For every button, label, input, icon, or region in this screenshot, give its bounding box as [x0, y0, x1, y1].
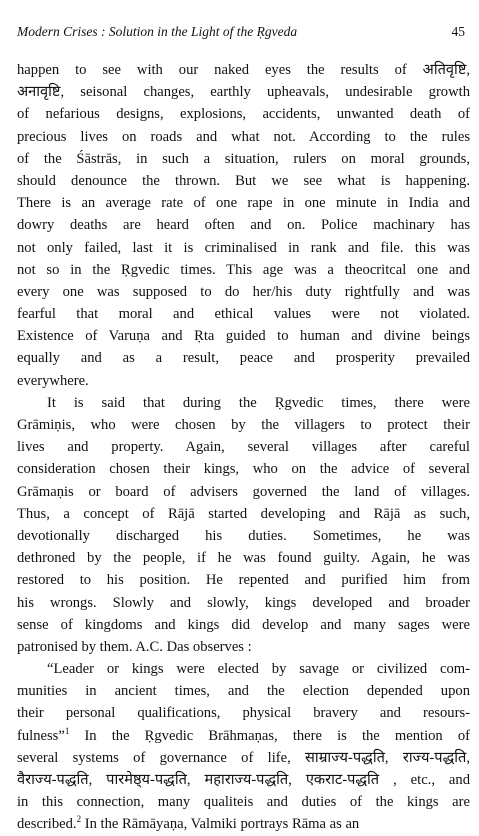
text-line: अनावृष्टि, seisonal changes, earthly upheavals, undesirable growth: [17, 84, 470, 101]
text-line: of the Śāstrās, in such a situation, rulers on moral grounds,: [17, 150, 470, 167]
text-line-with-footnote: [17, 725, 470, 747]
text-fragment: In the Rāmāyaṇa, Valmiki portrays Rāma as an: [81, 816, 360, 833]
text-line: There is an average rate of one rape in one minute in India and: [17, 195, 470, 212]
text-line: their personal qualifications, physical bravery and resours-: [17, 705, 470, 722]
running-title: Modern Crises : Solution in the Light of the Ṛgveda: [17, 24, 298, 39]
page-number: 45: [451, 24, 465, 39]
text-fragment: In the Ṛgvedic Brāhmaṇas, there is the mention of: [69, 727, 470, 744]
text-line: everywhere.: [17, 372, 89, 389]
text-line: वैराज्य-पद्धति, पारमेष्ठ्य-पद्धति, महाराज्य-पद्धति, एकराट-पद्धति , etc., and: [17, 772, 470, 788]
text-line: munities in ancient times, and the election depended upon: [17, 683, 470, 700]
text-line: of nefarious designs, explosions, accidents, unwanted death of: [17, 106, 470, 123]
text-line: in this connection, many qualiteis and duties of the kings are: [17, 794, 470, 811]
text-line: fearful that moral and ethical values were not violated.: [17, 306, 470, 323]
text-line: happen to see with our naked eyes the results of अतिवृष्टि,: [17, 62, 470, 78]
text-line: not so in the Ṛgvedic times. This age was a theocritcal one and: [17, 261, 470, 278]
text-line: several systems of governance of life, साम्राज्य-पद्धति, राज्य-पद्धति,: [17, 749, 470, 766]
footnote-marker: 1: [64, 725, 70, 736]
text-line: dethroned by the people, if he was found guilty. Again, he was: [17, 550, 470, 567]
text-line: lives and property. Again, several villages after careful: [17, 439, 470, 456]
text-line: every one was supposed to do her/his duty rightfully and was: [17, 283, 470, 300]
text-line: should denounce the thrown. But we see what is happening.: [17, 172, 470, 189]
text-line: Grāmiṇis, who were chosen by the villagers to protect their: [17, 417, 470, 433]
text-line: Existence of Varuṇa and Ṛta guided to human and divine beings: [17, 328, 470, 345]
text-line: restored to his position. He repented and purified him from: [17, 572, 470, 589]
text-line: patronised by them. A.C. Das observes :: [17, 638, 252, 655]
quote-end: fulness”: [17, 727, 65, 744]
text-line: “Leader or kings were elected by savage or civilized com-: [47, 661, 470, 678]
running-header: [17, 22, 465, 42]
text-line: precious lives on roads and what not. According to the rules: [17, 128, 470, 145]
text-line: It is said that during the Ṛgvedic times, there were: [47, 394, 470, 411]
text-line-with-footnote: [17, 813, 470, 835]
text-line: dowry deaths are heard often and on. Police machinary has: [17, 217, 470, 234]
text-line: not only failed, last it is criminalised in rank and file. this was: [17, 239, 470, 256]
footnote-marker: 2: [76, 814, 82, 825]
text-line: sense of kingdoms and kings did develop and many sages were: [17, 616, 470, 633]
text-line: consideration chosen their kings, who on the advice of several: [17, 461, 470, 478]
text-line: his wrongs. Slowly and slowly, kings developed and broader: [17, 594, 470, 611]
text-line: Grāmaṇis or board of advisers governed the land of villages.: [17, 483, 470, 500]
text-fragment: described.: [17, 816, 77, 833]
text-line: equally and as a result, peace and prosperity prevailed: [17, 350, 470, 367]
text-line: devotionally discharged his duties. Sometimes, he was: [17, 527, 470, 544]
text-line: Thus, a concept of Rājā started developing and Rājā as such,: [17, 505, 470, 522]
body-text: [17, 59, 470, 836]
